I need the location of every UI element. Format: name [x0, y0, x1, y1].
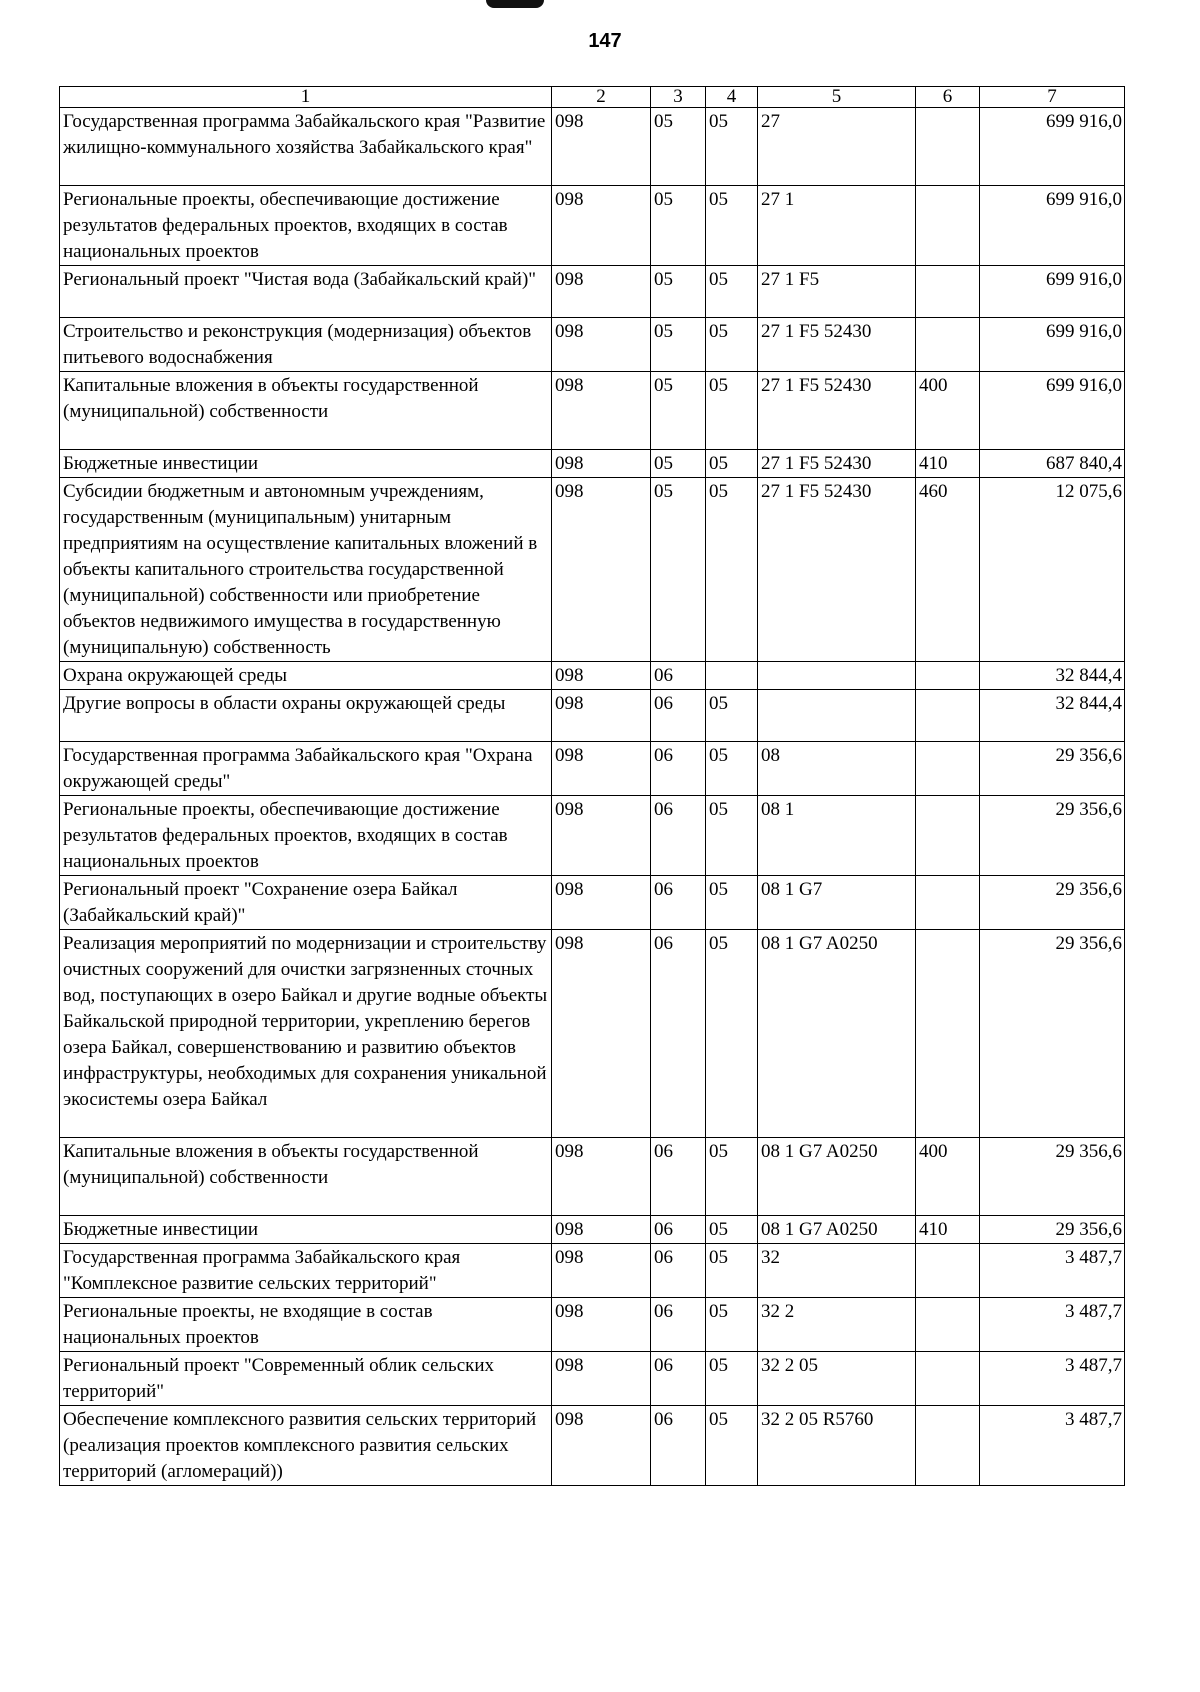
- row-code: 098: [552, 690, 651, 742]
- row-section: 06: [651, 876, 706, 930]
- row-name: Региональный проект "Сохранение озера Байкал (Забайкальский край)": [60, 876, 552, 930]
- row-expense-type: 410: [916, 1216, 980, 1244]
- row-target-item: 27: [758, 108, 916, 186]
- row-expense-type: 460: [916, 478, 980, 662]
- table-row: [60, 662, 1125, 690]
- row-code: 098: [552, 1298, 651, 1352]
- row-section: 05: [651, 450, 706, 478]
- row-section: 05: [651, 318, 706, 372]
- row-subsection: 05: [706, 742, 758, 796]
- budget-table: [59, 86, 1125, 1486]
- row-amount: 32 844,4: [980, 662, 1125, 690]
- header-col-6: 6: [916, 87, 980, 108]
- row-name: Государственная программа Забайкальского края "Охрана окружающей среды": [60, 742, 552, 796]
- table-row: [60, 1216, 1125, 1244]
- row-expense-type: [916, 1406, 980, 1486]
- row-name: Капитальные вложения в объекты государственной (муниципальной) собственности: [60, 372, 552, 450]
- row-target-item: 08 1 G7 A0250: [758, 1216, 916, 1244]
- page-number: 147: [588, 30, 622, 52]
- table-row: [60, 1406, 1125, 1486]
- table-row: [60, 1352, 1125, 1406]
- table-row: [60, 1138, 1125, 1216]
- row-subsection: 05: [706, 318, 758, 372]
- row-code: 098: [552, 1352, 651, 1406]
- row-code: 098: [552, 1216, 651, 1244]
- row-subsection: 05: [706, 876, 758, 930]
- row-name: Охрана окружающей среды: [60, 662, 552, 690]
- row-target-item: 32 2 05 R5760: [758, 1406, 916, 1486]
- row-code: 098: [552, 662, 651, 690]
- row-expense-type: [916, 186, 980, 266]
- row-target-item: 27 1 F5 52430: [758, 450, 916, 478]
- row-code: 098: [552, 318, 651, 372]
- header-col-7: 7: [980, 87, 1125, 108]
- row-target-item: 08 1: [758, 796, 916, 876]
- row-code: 098: [552, 796, 651, 876]
- row-section: 05: [651, 186, 706, 266]
- row-amount: 32 844,4: [980, 690, 1125, 742]
- row-code: 098: [552, 478, 651, 662]
- row-name: Капитальные вложения в объекты государственной (муниципальной) собственности: [60, 1138, 552, 1216]
- header-col-3: 3: [651, 87, 706, 108]
- table-row: [60, 796, 1125, 876]
- row-section: 06: [651, 930, 706, 1138]
- row-subsection: 05: [706, 1216, 758, 1244]
- row-target-item: 08 1 G7: [758, 876, 916, 930]
- row-target-item: 27 1 F5: [758, 266, 916, 318]
- row-subsection: 05: [706, 930, 758, 1138]
- row-expense-type: [916, 1244, 980, 1298]
- row-name: Региональный проект "Современный облик сельских территорий": [60, 1352, 552, 1406]
- row-subsection: 05: [706, 108, 758, 186]
- row-target-item: 08: [758, 742, 916, 796]
- row-code: 098: [552, 1138, 651, 1216]
- row-subsection: 05: [706, 478, 758, 662]
- row-name: Региональные проекты, обеспечивающие достижение результатов федеральных проектов, входящих в состав национальных проектов: [60, 186, 552, 266]
- row-expense-type: [916, 876, 980, 930]
- table-row: [60, 266, 1125, 318]
- row-name: Строительство и реконструкция (модернизация) объектов питьевого водоснабжения: [60, 318, 552, 372]
- row-expense-type: [916, 742, 980, 796]
- row-expense-type: 400: [916, 372, 980, 450]
- row-subsection: 05: [706, 1352, 758, 1406]
- row-expense-type: [916, 266, 980, 318]
- row-subsection: 05: [706, 1298, 758, 1352]
- row-amount: 3 487,7: [980, 1298, 1125, 1352]
- row-section: 06: [651, 1138, 706, 1216]
- row-code: 098: [552, 372, 651, 450]
- row-name: Государственная программа Забайкальского края "Комплексное развитие сельских территорий": [60, 1244, 552, 1298]
- row-section: 06: [651, 1352, 706, 1406]
- row-subsection: 05: [706, 372, 758, 450]
- row-expense-type: [916, 318, 980, 372]
- header-row: [60, 87, 1125, 108]
- row-expense-type: [916, 108, 980, 186]
- header-col-4: 4: [706, 87, 758, 108]
- row-target-item: 08 1 G7 A0250: [758, 1138, 916, 1216]
- table-row: [60, 1298, 1125, 1352]
- row-name: Региональные проекты, не входящие в состав национальных проектов: [60, 1298, 552, 1352]
- row-amount: 699 916,0: [980, 318, 1125, 372]
- row-name: Государственная программа Забайкальского края "Развитие жилищно-коммунального хозяйства Забайкальского края": [60, 108, 552, 186]
- row-target-item: 27 1 F5 52430: [758, 478, 916, 662]
- row-code: 098: [552, 930, 651, 1138]
- table-row: [60, 478, 1125, 662]
- row-section: 06: [651, 796, 706, 876]
- table-body: [60, 108, 1125, 1486]
- header-col-2: 2: [552, 87, 651, 108]
- row-section: 06: [651, 1216, 706, 1244]
- row-expense-type: 410: [916, 450, 980, 478]
- row-code: 098: [552, 450, 651, 478]
- row-section: 06: [651, 1298, 706, 1352]
- row-subsection: [706, 662, 758, 690]
- row-section: 05: [651, 478, 706, 662]
- table-row: [60, 930, 1125, 1138]
- row-name: Бюджетные инвестиции: [60, 1216, 552, 1244]
- row-amount: 29 356,6: [980, 1138, 1125, 1216]
- row-target-item: 27 1 F5 52430: [758, 318, 916, 372]
- row-subsection: 05: [706, 450, 758, 478]
- row-expense-type: [916, 930, 980, 1138]
- row-subsection: 05: [706, 186, 758, 266]
- row-code: 098: [552, 1406, 651, 1486]
- row-amount: 29 356,6: [980, 742, 1125, 796]
- row-subsection: 05: [706, 1138, 758, 1216]
- row-target-item: 08 1 G7 A0250: [758, 930, 916, 1138]
- row-code: 098: [552, 876, 651, 930]
- row-target-item: 32: [758, 1244, 916, 1298]
- row-amount: 687 840,4: [980, 450, 1125, 478]
- row-section: 05: [651, 266, 706, 318]
- row-subsection: 05: [706, 796, 758, 876]
- row-name: Региональные проекты, обеспечивающие достижение результатов федеральных проектов, входящих в состав национальных проектов: [60, 796, 552, 876]
- row-section: 05: [651, 372, 706, 450]
- row-target-item: 27 1 F5 52430: [758, 372, 916, 450]
- table-row: [60, 186, 1125, 266]
- row-name: Региональный проект "Чистая вода (Забайкальский край)": [60, 266, 552, 318]
- table-row: [60, 108, 1125, 186]
- scan-artifact: [486, 0, 544, 8]
- row-amount: 699 916,0: [980, 108, 1125, 186]
- row-target-item: 32 2 05: [758, 1352, 916, 1406]
- row-expense-type: [916, 796, 980, 876]
- row-amount: 3 487,7: [980, 1406, 1125, 1486]
- row-section: 06: [651, 1244, 706, 1298]
- row-expense-type: 400: [916, 1138, 980, 1216]
- row-expense-type: [916, 1352, 980, 1406]
- row-subsection: 05: [706, 1406, 758, 1486]
- header-col-1: 1: [60, 87, 552, 108]
- row-subsection: 05: [706, 690, 758, 742]
- row-amount: 3 487,7: [980, 1244, 1125, 1298]
- row-code: 098: [552, 742, 651, 796]
- row-name: Другие вопросы в области охраны окружающей среды: [60, 690, 552, 742]
- row-name: Обеспечение комплексного развития сельских территорий (реализация проектов комплексного развития сельских территорий (агломераций)): [60, 1406, 552, 1486]
- row-code: 098: [552, 1244, 651, 1298]
- row-amount: 699 916,0: [980, 372, 1125, 450]
- table-row: [60, 318, 1125, 372]
- row-target-item: [758, 662, 916, 690]
- row-section: 05: [651, 108, 706, 186]
- row-section: 06: [651, 1406, 706, 1486]
- table-row: [60, 372, 1125, 450]
- row-amount: 29 356,6: [980, 796, 1125, 876]
- row-amount: 3 487,7: [980, 1352, 1125, 1406]
- table-row: [60, 742, 1125, 796]
- row-section: 06: [651, 690, 706, 742]
- row-target-item: 32 2: [758, 1298, 916, 1352]
- row-amount: 699 916,0: [980, 186, 1125, 266]
- row-name: Субсидии бюджетным и автономным учреждениям, государственным (муниципальным) унитарным предприятиям на осуществление капитальных вложений в объекты капитального строительства государственной (муниципальной) собственности или приобретение объектов недвижимого имущества в государственную (муниципальную) собственность: [60, 478, 552, 662]
- row-subsection: 05: [706, 1244, 758, 1298]
- table-row: [60, 876, 1125, 930]
- row-name: Бюджетные инвестиции: [60, 450, 552, 478]
- row-name: Реализация мероприятий по модернизации и строительству очистных сооружений для очистки загрязненных сточных вод, поступающих в озеро Байкал и другие водные объекты Байкальской природной территории, укреплению берегов озера Байкал, совершенствованию и развитию объектов инфраструктуры, необходимых для сохранения уникальной экосистемы озера Байкал: [60, 930, 552, 1138]
- table-row: [60, 690, 1125, 742]
- row-code: 098: [552, 108, 651, 186]
- header-col-5: 5: [758, 87, 916, 108]
- row-amount: 12 075,6: [980, 478, 1125, 662]
- row-code: 098: [552, 186, 651, 266]
- row-amount: 29 356,6: [980, 930, 1125, 1138]
- row-expense-type: [916, 690, 980, 742]
- row-expense-type: [916, 662, 980, 690]
- row-subsection: 05: [706, 266, 758, 318]
- row-expense-type: [916, 1298, 980, 1352]
- table-row: [60, 1244, 1125, 1298]
- row-code: 098: [552, 266, 651, 318]
- row-section: 06: [651, 742, 706, 796]
- table-row: [60, 450, 1125, 478]
- row-amount: 29 356,6: [980, 1216, 1125, 1244]
- row-target-item: 27 1: [758, 186, 916, 266]
- row-amount: 29 356,6: [980, 876, 1125, 930]
- row-section: 06: [651, 662, 706, 690]
- row-target-item: [758, 690, 916, 742]
- row-amount: 699 916,0: [980, 266, 1125, 318]
